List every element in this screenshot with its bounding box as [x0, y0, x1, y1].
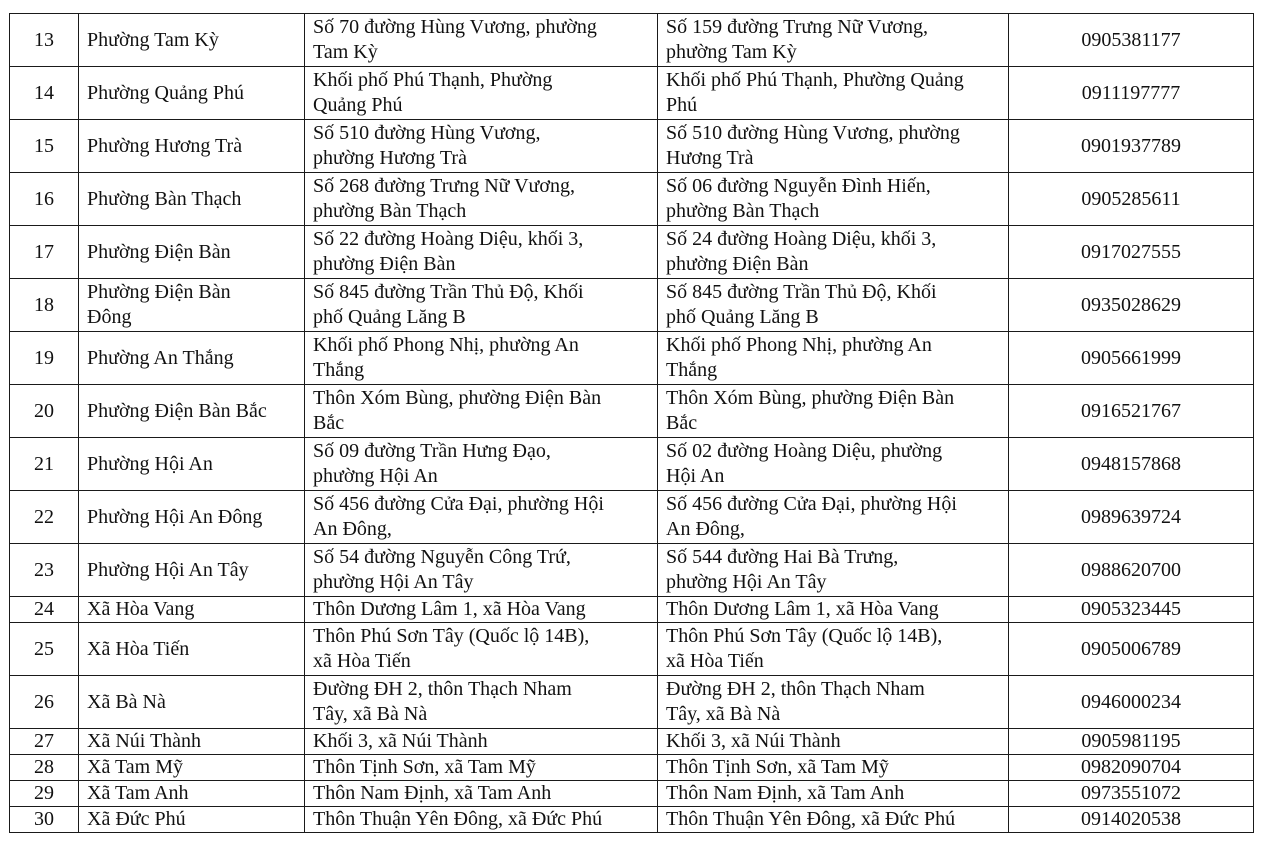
office-address: [305, 597, 658, 623]
receiving-address-line: Tây, xã Bà Nà: [666, 703, 781, 725]
table-row: [10, 597, 1254, 623]
office-address-line: Khối phố Phong Nhị, phường An: [313, 334, 579, 356]
receiving-address-line: Số 510 đường Hùng Vương, phường: [666, 122, 960, 144]
ward-name: Xã Đức Phú: [79, 807, 305, 833]
receiving-address-line: Bắc: [666, 412, 698, 434]
row-number: 18: [10, 279, 79, 332]
office-address: [305, 729, 658, 755]
receiving-address-line: phường Hội An Tây: [666, 571, 827, 593]
contact-phone: 0901937789: [1009, 120, 1254, 173]
ward-name: Phường Quảng Phú: [79, 67, 305, 120]
office-address: [305, 544, 658, 597]
office-address: [305, 173, 658, 226]
receiving-address-line: Phú: [666, 94, 698, 116]
receiving-address: [658, 781, 1009, 807]
ward-name: Phường Hội An: [79, 438, 305, 491]
office-address: [305, 332, 658, 385]
receiving-address-line: Thắng: [666, 359, 718, 381]
contact-phone: 0946000234: [1009, 676, 1254, 729]
office-address-line: Khối 3, xã Núi Thành: [313, 730, 488, 752]
office-address: [305, 676, 658, 729]
ward-name-line: Phường Điện Bàn: [87, 281, 231, 303]
receiving-address-line: phường Bàn Thạch: [666, 200, 820, 222]
table-row: [10, 729, 1254, 755]
table-row: [10, 623, 1254, 676]
receiving-address-line: Khối 3, xã Núi Thành: [666, 730, 841, 752]
table-row: [10, 226, 1254, 279]
office-address-line: Thắng: [313, 359, 365, 381]
contact-phone: 0905006789: [1009, 623, 1254, 676]
office-address-line: Số 456 đường Cửa Đại, phường Hội: [313, 493, 604, 515]
office-address-line: phố Quảng Lăng B: [313, 306, 466, 328]
receiving-address: [658, 491, 1009, 544]
receiving-address-line: Số 02 đường Hoàng Diệu, phường: [666, 440, 943, 462]
office-address: [305, 807, 658, 833]
office-address-line: Số 510 đường Hùng Vương,: [313, 122, 541, 144]
office-address: [305, 755, 658, 781]
row-number: 27: [10, 729, 79, 755]
ward-name: Phường An Thắng: [79, 332, 305, 385]
contact-phone: 0982090704: [1009, 755, 1254, 781]
receiving-address: [658, 67, 1009, 120]
office-address-line: Thôn Nam Định, xã Tam Anh: [313, 782, 552, 804]
ward-name-line: Đông: [87, 306, 132, 328]
table-row: [10, 67, 1254, 120]
ward-name: Xã Núi Thành: [79, 729, 305, 755]
office-address-line: Thôn Dương Lâm 1, xã Hòa Vang: [313, 598, 586, 620]
office-address-line: phường Hội An: [313, 465, 438, 487]
receiving-address-line: Hội An: [666, 465, 725, 487]
receiving-address-line: Đường ĐH 2, thôn Thạch Nham: [666, 678, 925, 700]
table-row: [10, 438, 1254, 491]
receiving-address: [658, 597, 1009, 623]
receiving-address: [658, 14, 1009, 67]
ward-name: [79, 279, 305, 332]
contact-phone: 0905285611: [1009, 173, 1254, 226]
office-address-line: Số 70 đường Hùng Vương, phường: [313, 16, 597, 38]
receiving-address: [658, 755, 1009, 781]
ward-office-table: [9, 13, 1254, 833]
row-number: 28: [10, 755, 79, 781]
office-address: [305, 781, 658, 807]
ward-name: Xã Tam Mỹ: [79, 755, 305, 781]
office-address-line: Số 845 đường Trần Thủ Độ, Khối: [313, 281, 584, 303]
table-row: [10, 279, 1254, 332]
office-address-line: Tây, xã Bà Nà: [313, 703, 428, 725]
row-number: 29: [10, 781, 79, 807]
receiving-address: [658, 623, 1009, 676]
office-address: [305, 438, 658, 491]
table-body: [10, 14, 1254, 833]
row-number: 16: [10, 173, 79, 226]
office-address-line: Thôn Thuận Yên Đông, xã Đức Phú: [313, 808, 603, 830]
row-number: 20: [10, 385, 79, 438]
receiving-address-line: Số 544 đường Hai Bà Trưng,: [666, 546, 899, 568]
receiving-address-line: Thôn Thuận Yên Đông, xã Đức Phú: [666, 808, 956, 830]
office-address: [305, 623, 658, 676]
table-row: [10, 544, 1254, 597]
office-address-line: Khối phố Phú Thạnh, Phường: [313, 69, 553, 91]
receiving-address-line: Khối phố Phong Nhị, phường An: [666, 334, 932, 356]
table-row: [10, 491, 1254, 544]
ward-name: Xã Bà Nà: [79, 676, 305, 729]
contact-phone: 0948157868: [1009, 438, 1254, 491]
contact-phone: 0917027555: [1009, 226, 1254, 279]
receiving-address: [658, 385, 1009, 438]
office-address: [305, 67, 658, 120]
receiving-address: [658, 544, 1009, 597]
receiving-address: [658, 279, 1009, 332]
office-address-line: xã Hòa Tiến: [313, 650, 411, 672]
receiving-address: [658, 332, 1009, 385]
receiving-address-line: Thôn Phú Sơn Tây (Quốc lộ 14B),: [666, 625, 943, 647]
ward-name: Phường Hương Trà: [79, 120, 305, 173]
table-row: [10, 676, 1254, 729]
office-address-line: An Đông,: [313, 518, 392, 540]
receiving-address-line: Thôn Nam Định, xã Tam Anh: [666, 782, 905, 804]
contact-phone: 0905981195: [1009, 729, 1254, 755]
table-row: [10, 755, 1254, 781]
table-row: [10, 385, 1254, 438]
receiving-address-line: Số 24 đường Hoàng Diệu, khối 3,: [666, 228, 937, 250]
row-number: 30: [10, 807, 79, 833]
office-address-line: phường Hương Trà: [313, 147, 467, 169]
ward-name: Phường Hội An Tây: [79, 544, 305, 597]
contact-phone: 0935028629: [1009, 279, 1254, 332]
ward-name: Phường Tam Kỳ: [79, 14, 305, 67]
office-address-line: phường Bàn Thạch: [313, 200, 467, 222]
contact-phone: 0916521767: [1009, 385, 1254, 438]
contact-phone: 0914020538: [1009, 807, 1254, 833]
table-row: [10, 173, 1254, 226]
contact-phone: 0989639724: [1009, 491, 1254, 544]
row-number: 22: [10, 491, 79, 544]
receiving-address-line: Thôn Xóm Bùng, phường Điện Bàn: [666, 387, 955, 409]
receiving-address: [658, 226, 1009, 279]
row-number: 26: [10, 676, 79, 729]
receiving-address-line: phường Điện Bàn: [666, 253, 809, 275]
contact-phone: 0905661999: [1009, 332, 1254, 385]
ward-name: Phường Hội An Đông: [79, 491, 305, 544]
ward-name: Phường Bàn Thạch: [79, 173, 305, 226]
receiving-address-line: Số 456 đường Cửa Đại, phường Hội: [666, 493, 957, 515]
office-address-line: Số 09 đường Trần Hưng Đạo,: [313, 440, 551, 462]
receiving-address-line: Khối phố Phú Thạnh, Phường Quảng: [666, 69, 964, 91]
office-address-line: Thôn Xóm Bùng, phường Điện Bàn: [313, 387, 602, 409]
receiving-address-line: Hương Trà: [666, 147, 754, 169]
office-address-line: Số 54 đường Nguyễn Công Trứ,: [313, 546, 571, 568]
office-address: [305, 120, 658, 173]
office-address-line: Quảng Phú: [313, 94, 403, 116]
office-address: [305, 14, 658, 67]
office-address-line: Tam Kỳ: [313, 41, 378, 63]
table-row: [10, 781, 1254, 807]
receiving-address: [658, 676, 1009, 729]
row-number: 25: [10, 623, 79, 676]
ward-name: Phường Điện Bàn: [79, 226, 305, 279]
receiving-address-line: An Đông,: [666, 518, 745, 540]
table-row: [10, 14, 1254, 67]
row-number: 21: [10, 438, 79, 491]
contact-phone: 0973551072: [1009, 781, 1254, 807]
row-number: 17: [10, 226, 79, 279]
receiving-address-line: Số 06 đường Nguyễn Đình Hiến,: [666, 175, 931, 197]
ward-name: Xã Tam Anh: [79, 781, 305, 807]
row-number: 24: [10, 597, 79, 623]
ward-name: Xã Hòa Tiến: [79, 623, 305, 676]
office-address-line: Thôn Phú Sơn Tây (Quốc lộ 14B),: [313, 625, 590, 647]
contact-phone: 0911197777: [1009, 67, 1254, 120]
receiving-address-line: Thôn Dương Lâm 1, xã Hòa Vang: [666, 598, 939, 620]
table-row: [10, 120, 1254, 173]
office-address-line: Bắc: [313, 412, 345, 434]
office-address-line: Thôn Tịnh Sơn, xã Tam Mỹ: [313, 756, 536, 778]
receiving-address: [658, 807, 1009, 833]
table-row: [10, 807, 1254, 833]
office-address-line: Số 268 đường Trưng Nữ Vương,: [313, 175, 575, 197]
office-address: [305, 226, 658, 279]
office-address-line: phường Điện Bàn: [313, 253, 456, 275]
contact-phone: 0905323445: [1009, 597, 1254, 623]
receiving-address-line: Số 159 đường Trưng Nữ Vương,: [666, 16, 928, 38]
receiving-address-line: xã Hòa Tiến: [666, 650, 764, 672]
office-address-line: phường Hội An Tây: [313, 571, 474, 593]
contact-phone: 0988620700: [1009, 544, 1254, 597]
office-address-line: Số 22 đường Hoàng Diệu, khối 3,: [313, 228, 584, 250]
contact-phone: 0905381177: [1009, 14, 1254, 67]
office-address-line: Đường ĐH 2, thôn Thạch Nham: [313, 678, 572, 700]
office-address: [305, 385, 658, 438]
receiving-address: [658, 729, 1009, 755]
office-address: [305, 491, 658, 544]
receiving-address: [658, 438, 1009, 491]
row-number: 14: [10, 67, 79, 120]
receiving-address: [658, 120, 1009, 173]
receiving-address-line: Số 845 đường Trần Thủ Độ, Khối: [666, 281, 937, 303]
ward-name: Phường Điện Bàn Bắc: [79, 385, 305, 438]
receiving-address-line: phường Tam Kỳ: [666, 41, 797, 63]
receiving-address-line: phố Quảng Lăng B: [666, 306, 819, 328]
receiving-address: [658, 173, 1009, 226]
row-number: 23: [10, 544, 79, 597]
row-number: 19: [10, 332, 79, 385]
office-address: [305, 279, 658, 332]
row-number: 15: [10, 120, 79, 173]
receiving-address-line: Thôn Tịnh Sơn, xã Tam Mỹ: [666, 756, 889, 778]
row-number: 13: [10, 14, 79, 67]
ward-name: Xã Hòa Vang: [79, 597, 305, 623]
table-row: [10, 332, 1254, 385]
